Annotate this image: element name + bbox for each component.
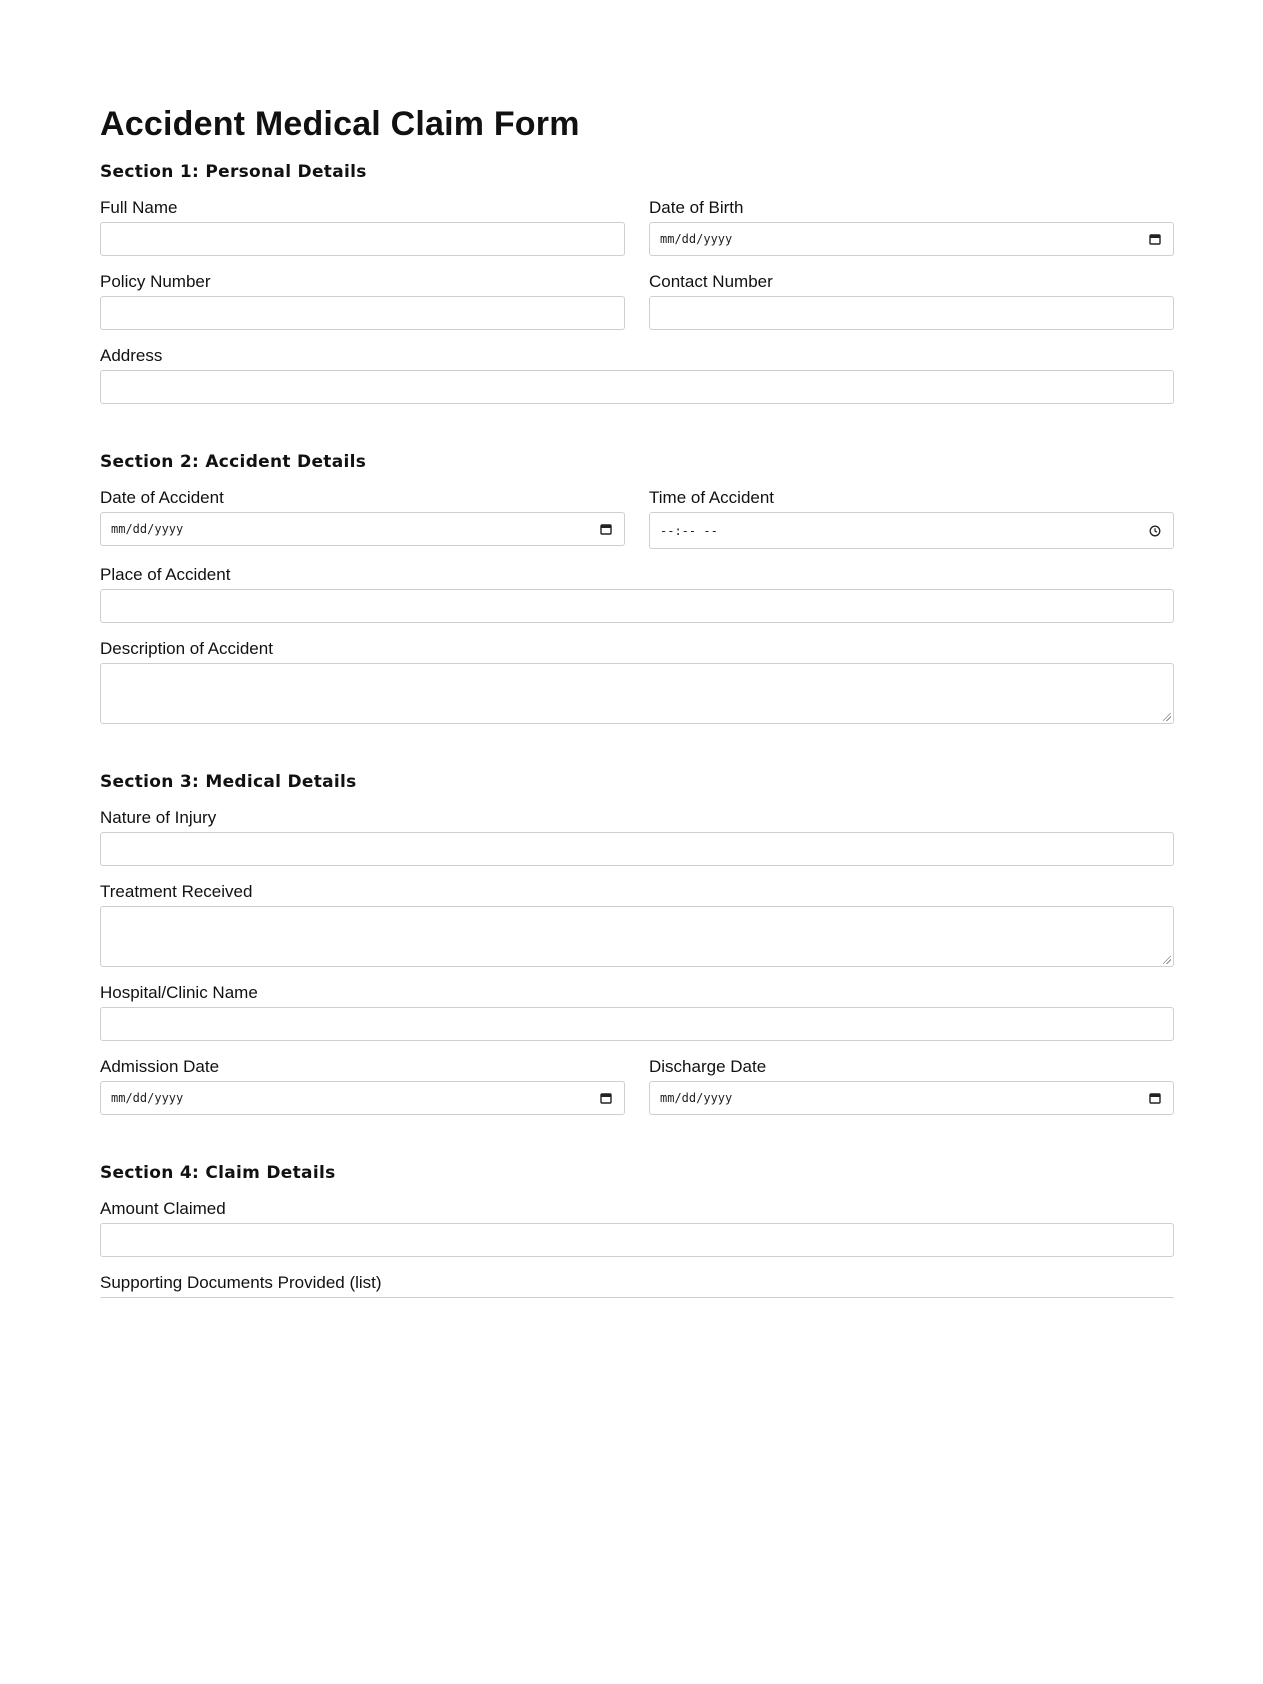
accident-time-placeholder: --:-- -- bbox=[660, 523, 718, 538]
injury-label: Nature of Injury bbox=[100, 808, 217, 827]
section-heading-claim: Section 4: Claim Details bbox=[100, 1163, 336, 1183]
treatment-textarea[interactable] bbox=[100, 906, 1174, 967]
accident-description-textarea[interactable] bbox=[100, 663, 1174, 724]
dob-placeholder: mm/dd/yyyy bbox=[660, 232, 733, 246]
clock-icon[interactable] bbox=[1149, 525, 1161, 537]
accident-date-placeholder: mm/dd/yyyy bbox=[111, 522, 184, 536]
section-heading-personal: Section 1: Personal Details bbox=[100, 162, 367, 182]
accident-place-label: Place of Accident bbox=[100, 565, 231, 584]
documents-textarea[interactable] bbox=[100, 1297, 1174, 1299]
calendar-icon[interactable] bbox=[600, 1092, 612, 1104]
address-input[interactable] bbox=[100, 370, 1174, 404]
treatment-label: Treatment Received bbox=[100, 882, 253, 901]
accident-date-label: Date of Accident bbox=[100, 488, 224, 507]
full-name-label: Full Name bbox=[100, 198, 178, 217]
contact-number-label: Contact Number bbox=[649, 272, 773, 291]
admission-date-placeholder: mm/dd/yyyy bbox=[111, 1091, 184, 1105]
accident-time-input[interactable] bbox=[649, 512, 1174, 549]
admission-date-input[interactable] bbox=[100, 1081, 625, 1115]
policy-number-label: Policy Number bbox=[100, 272, 211, 291]
dob-label: Date of Birth bbox=[649, 198, 744, 217]
accident-date-input[interactable] bbox=[100, 512, 625, 546]
address-label: Address bbox=[100, 346, 163, 365]
amount-input[interactable] bbox=[100, 1223, 1174, 1257]
accident-time-label: Time of Accident bbox=[649, 488, 775, 507]
claim-form bbox=[100, 100, 1174, 1299]
policy-number-input[interactable] bbox=[100, 296, 625, 330]
injury-input[interactable] bbox=[100, 832, 1174, 866]
hospital-label: Hospital/Clinic Name bbox=[100, 983, 258, 1002]
documents-label: Supporting Documents Provided (list) bbox=[100, 1273, 382, 1292]
admission-date-label: Admission Date bbox=[100, 1057, 220, 1076]
accident-description-label: Description of Accident bbox=[100, 639, 273, 658]
dob-input[interactable] bbox=[649, 222, 1174, 256]
section-heading-medical: Section 3: Medical Details bbox=[100, 772, 357, 792]
discharge-date-placeholder: mm/dd/yyyy bbox=[660, 1091, 733, 1105]
discharge-date-input[interactable] bbox=[649, 1081, 1174, 1115]
section-heading-accident: Section 2: Accident Details bbox=[100, 452, 367, 472]
calendar-icon[interactable] bbox=[1149, 1092, 1161, 1104]
accident-place-input[interactable] bbox=[100, 589, 1174, 623]
discharge-date-label: Discharge Date bbox=[649, 1057, 767, 1076]
amount-label: Amount Claimed bbox=[100, 1199, 226, 1218]
calendar-icon[interactable] bbox=[1149, 233, 1161, 245]
resize-handle-icon[interactable] bbox=[1163, 713, 1171, 721]
resize-handle-icon[interactable] bbox=[1163, 956, 1171, 964]
full-name-input[interactable] bbox=[100, 222, 625, 256]
hospital-input[interactable] bbox=[100, 1007, 1174, 1041]
page-title: Accident Medical Claim Form bbox=[100, 105, 580, 143]
calendar-icon[interactable] bbox=[600, 523, 612, 535]
contact-number-input[interactable] bbox=[649, 296, 1174, 330]
